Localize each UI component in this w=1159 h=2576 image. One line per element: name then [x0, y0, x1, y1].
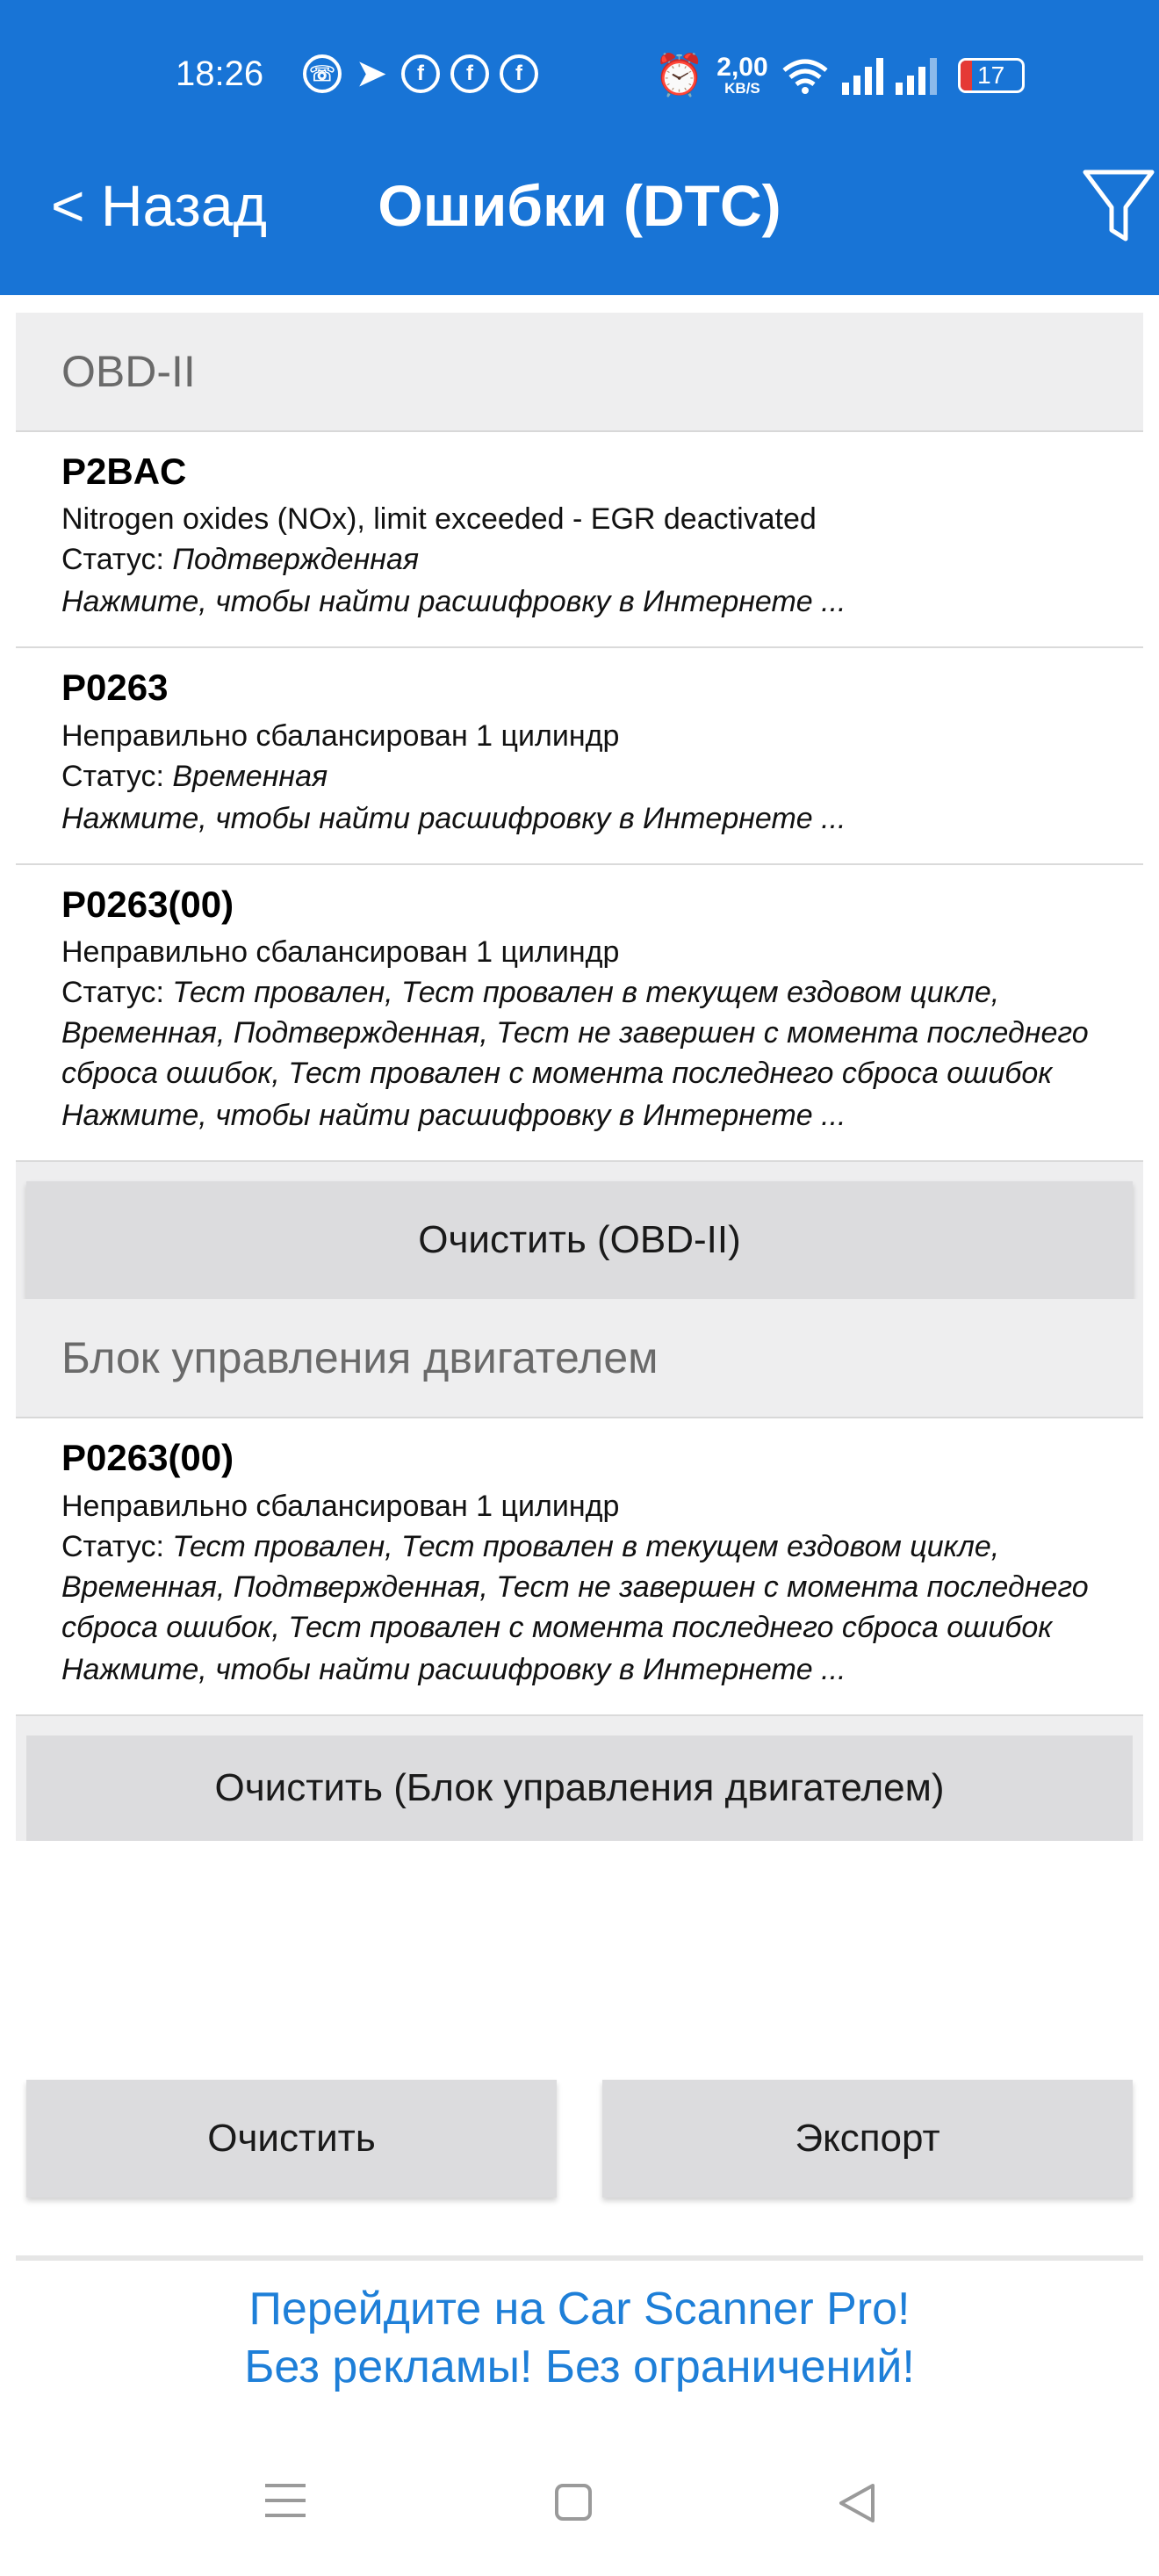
bottom-actions	[26, 2080, 1133, 2197]
dtc-status	[61, 756, 1098, 797]
dtc-status	[61, 972, 1098, 1093]
back-nav-icon[interactable]	[836, 2480, 878, 2526]
status-time: 18:26	[176, 54, 264, 93]
wifi-icon	[781, 56, 830, 95]
filter-icon[interactable]	[1082, 167, 1155, 244]
signal-icon	[842, 56, 883, 95]
promo-line-1: Перейдите на Car Scanner Pro!	[248, 2284, 911, 2334]
dtc-status-label: Статус:	[61, 976, 173, 1010]
dtc-search-hint[interactable]: Нажмите, чтобы найти расшифровку в Интернете ...	[61, 585, 846, 619]
dtc-status-label: Статус:	[61, 759, 173, 793]
page-title: Ошибки (DTC)	[378, 173, 781, 238]
dtc-search-hint[interactable]: Нажмите, чтобы найти расшифровку в Интернете ...	[61, 1652, 846, 1686]
export-button[interactable]: Экспорт	[602, 2080, 1133, 2197]
clear-ecu-wrap	[16, 1716, 1143, 1841]
pro-promo-link[interactable]	[0, 2280, 1159, 2396]
clear-obd2-button[interactable]: Очистить (OBD-II)	[26, 1181, 1133, 1299]
section-header-obd2: OBD-II	[16, 313, 1143, 432]
dtc-status-label: Статус:	[61, 543, 173, 577]
dtc-item[interactable]	[16, 648, 1143, 864]
app-header	[0, 0, 1159, 295]
dtc-description: Nitrogen oxides (NOx), limit exceeded - EGR deactivated	[61, 502, 817, 537]
dtc-status-value: Подтвержденная	[172, 543, 420, 577]
dtc-description: Неправильно сбалансирован 1 цилиндр	[61, 1489, 620, 1523]
dtc-code: P2BAC	[61, 451, 187, 492]
dtc-item[interactable]	[16, 1418, 1143, 1715]
battery-level: 17	[977, 61, 1005, 89]
facebook-icon: f	[450, 54, 489, 93]
clear-ecu-button[interactable]: Очистить (Блок управления двигателем)	[26, 1735, 1133, 1841]
recent-apps-icon[interactable]	[265, 2484, 306, 2529]
net-speed-unit: KB/S	[724, 80, 760, 97]
battery-icon	[958, 58, 1025, 93]
clear-all-button[interactable]: Очистить	[26, 2080, 557, 2197]
back-button[interactable]: < Назад	[51, 173, 267, 238]
signal-icon-2	[896, 56, 937, 95]
dtc-status-label: Статус:	[61, 1529, 173, 1563]
dtc-item[interactable]	[16, 865, 1143, 1162]
facebook-icon: f	[401, 54, 440, 93]
facebook-icon: f	[500, 54, 538, 93]
dtc-status-value: Тест провален, Тест провален в текущем ездовом цикле, Временная, Подтвержденная, Тест не завершен с момента последнего сброса ошибок, Тест провален с момента последнего сброса ошибок	[61, 976, 1089, 1091]
dtc-code: P0263(00)	[61, 883, 234, 925]
dtc-search-hint[interactable]: Нажмите, чтобы найти расшифровку в Интернете ...	[61, 1099, 846, 1133]
alarm-icon: ⏰	[654, 52, 705, 97]
dtc-description: Неправильно сбалансирован 1 цилиндр	[61, 718, 620, 753]
net-speed	[716, 54, 767, 96]
divider	[16, 2255, 1143, 2261]
dtc-item[interactable]	[16, 432, 1143, 648]
dtc-status-value: Временная	[172, 759, 328, 793]
system-nav-bar	[0, 2459, 1159, 2547]
dtc-description: Неправильно сбалансирован 1 цилиндр	[61, 935, 620, 970]
dtc-list	[16, 313, 1143, 1841]
status-bar	[0, 51, 1159, 104]
dtc-code: P0263(00)	[61, 1437, 234, 1479]
viber-icon: ☏	[303, 54, 342, 93]
dtc-search-hint[interactable]: Нажмите, чтобы найти расшифровку в Интернете ...	[61, 801, 846, 835]
dtc-status-value: Тест провален, Тест провален в текущем ездовом цикле, Временная, Подтвержденная, Тест не завершен с момента последнего сброса ошибок, Тест провален с момента последнего сброса ошибок	[61, 1529, 1089, 1644]
net-speed-value: 2,00	[716, 53, 768, 82]
home-icon[interactable]	[555, 2484, 592, 2521]
clear-obd2-wrap	[16, 1162, 1143, 1299]
notification-icons	[303, 54, 538, 93]
section-header-ecu: Блок управления двигателем	[16, 1299, 1143, 1418]
dtc-status	[61, 539, 1098, 580]
status-right	[654, 51, 1025, 99]
dtc-code: P0263	[61, 667, 169, 709]
promo-line-2: Без рекламы! Без ограничений!	[244, 2341, 915, 2392]
dtc-status	[61, 1526, 1098, 1648]
telegram-icon: ➤	[356, 54, 386, 93]
